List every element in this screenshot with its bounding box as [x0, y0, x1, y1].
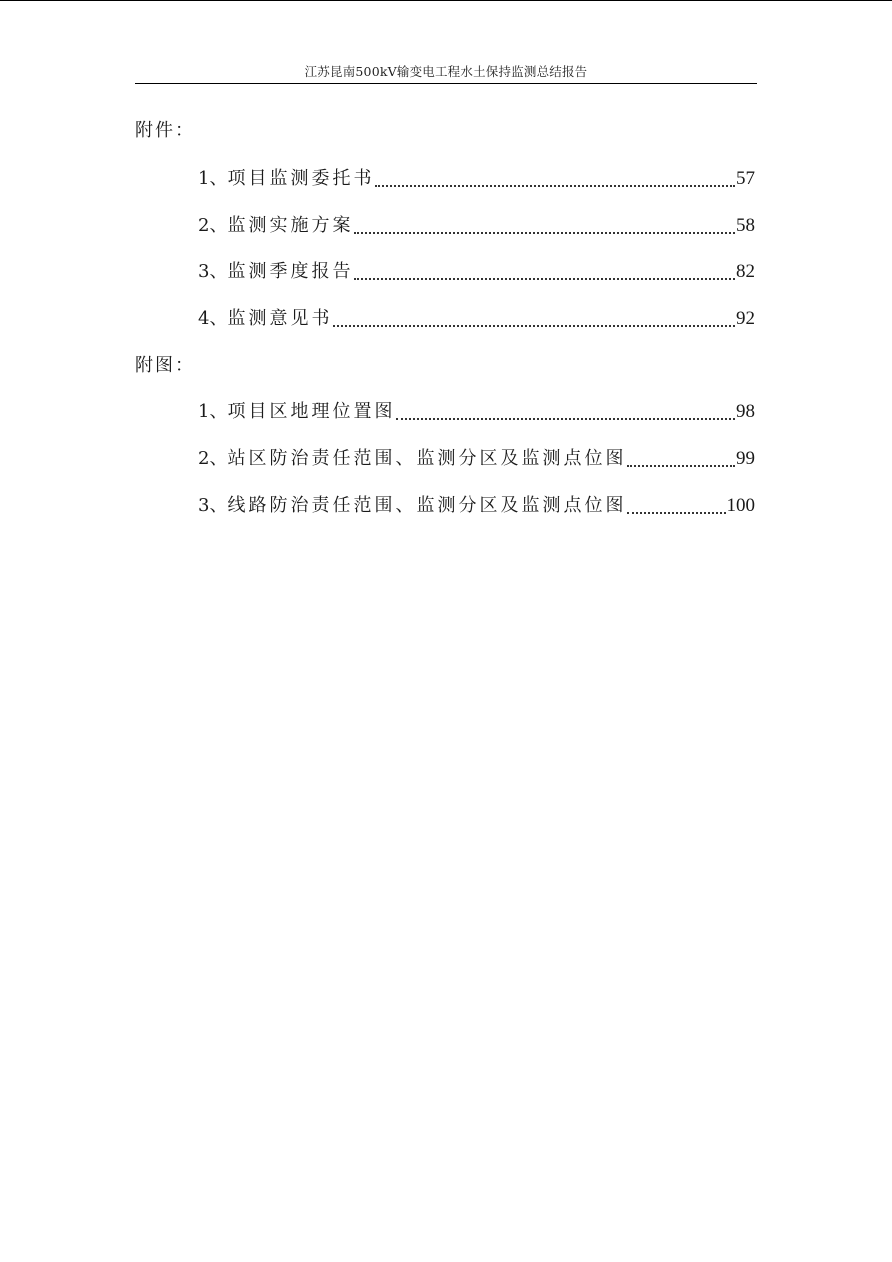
toc-entry[interactable] [198, 213, 755, 239]
toc-entry-page: 92 [736, 308, 755, 329]
toc-entry[interactable] [198, 259, 755, 285]
page-top-border [0, 0, 892, 1]
toc-entry[interactable] [198, 399, 755, 425]
toc-entry-number: 4、 [198, 308, 228, 329]
toc-entry[interactable] [198, 446, 755, 472]
toc-dot-leader [627, 465, 735, 467]
toc-entry-page: 100 [726, 495, 755, 516]
toc-dot-leader [375, 185, 735, 187]
running-header-title: 江苏昆南500kV输变电工程水土保持监测总结报告 [304, 64, 588, 79]
toc-entry-title: 监测季度报告 [227, 261, 354, 282]
toc-dot-leader [354, 232, 735, 234]
toc-dot-leader [354, 278, 735, 280]
toc-entry-title: 项目区地理位置图 [227, 401, 396, 422]
toc-entry-page: 98 [736, 401, 755, 422]
toc-entry-number: 3、 [198, 495, 228, 516]
toc-entry-title: 项目监测委托书 [227, 168, 375, 189]
toc-entry[interactable] [198, 493, 755, 519]
toc-entry-number: 2、 [198, 448, 228, 469]
toc-entry[interactable] [198, 166, 755, 192]
toc-entry-title: 站区防治责任范围、监测分区及监测点位图 [227, 448, 627, 469]
toc-entry-title: 监测实施方案 [227, 215, 354, 236]
toc-dot-leader [627, 512, 725, 514]
running-header [135, 63, 757, 84]
appendix-heading: 附件： [135, 120, 195, 141]
figures-heading: 附图： [135, 355, 195, 376]
toc-entry-title: 线路防治责任范围、监测分区及监测点位图 [227, 495, 627, 516]
toc-entry-number: 3、 [198, 261, 228, 282]
toc-entry-number: 2、 [198, 215, 228, 236]
toc-entry-page: 99 [736, 448, 755, 469]
toc-dot-leader [396, 418, 735, 420]
toc-entry-page: 58 [736, 215, 755, 236]
toc-entry-title: 监测意见书 [227, 308, 333, 329]
toc-entry-page: 57 [736, 168, 755, 189]
toc-entry-number: 1、 [198, 401, 228, 422]
toc-entry-page: 82 [736, 261, 755, 282]
toc-entry[interactable] [198, 306, 755, 332]
toc-entry-number: 1、 [198, 168, 228, 189]
toc-dot-leader [333, 325, 735, 327]
